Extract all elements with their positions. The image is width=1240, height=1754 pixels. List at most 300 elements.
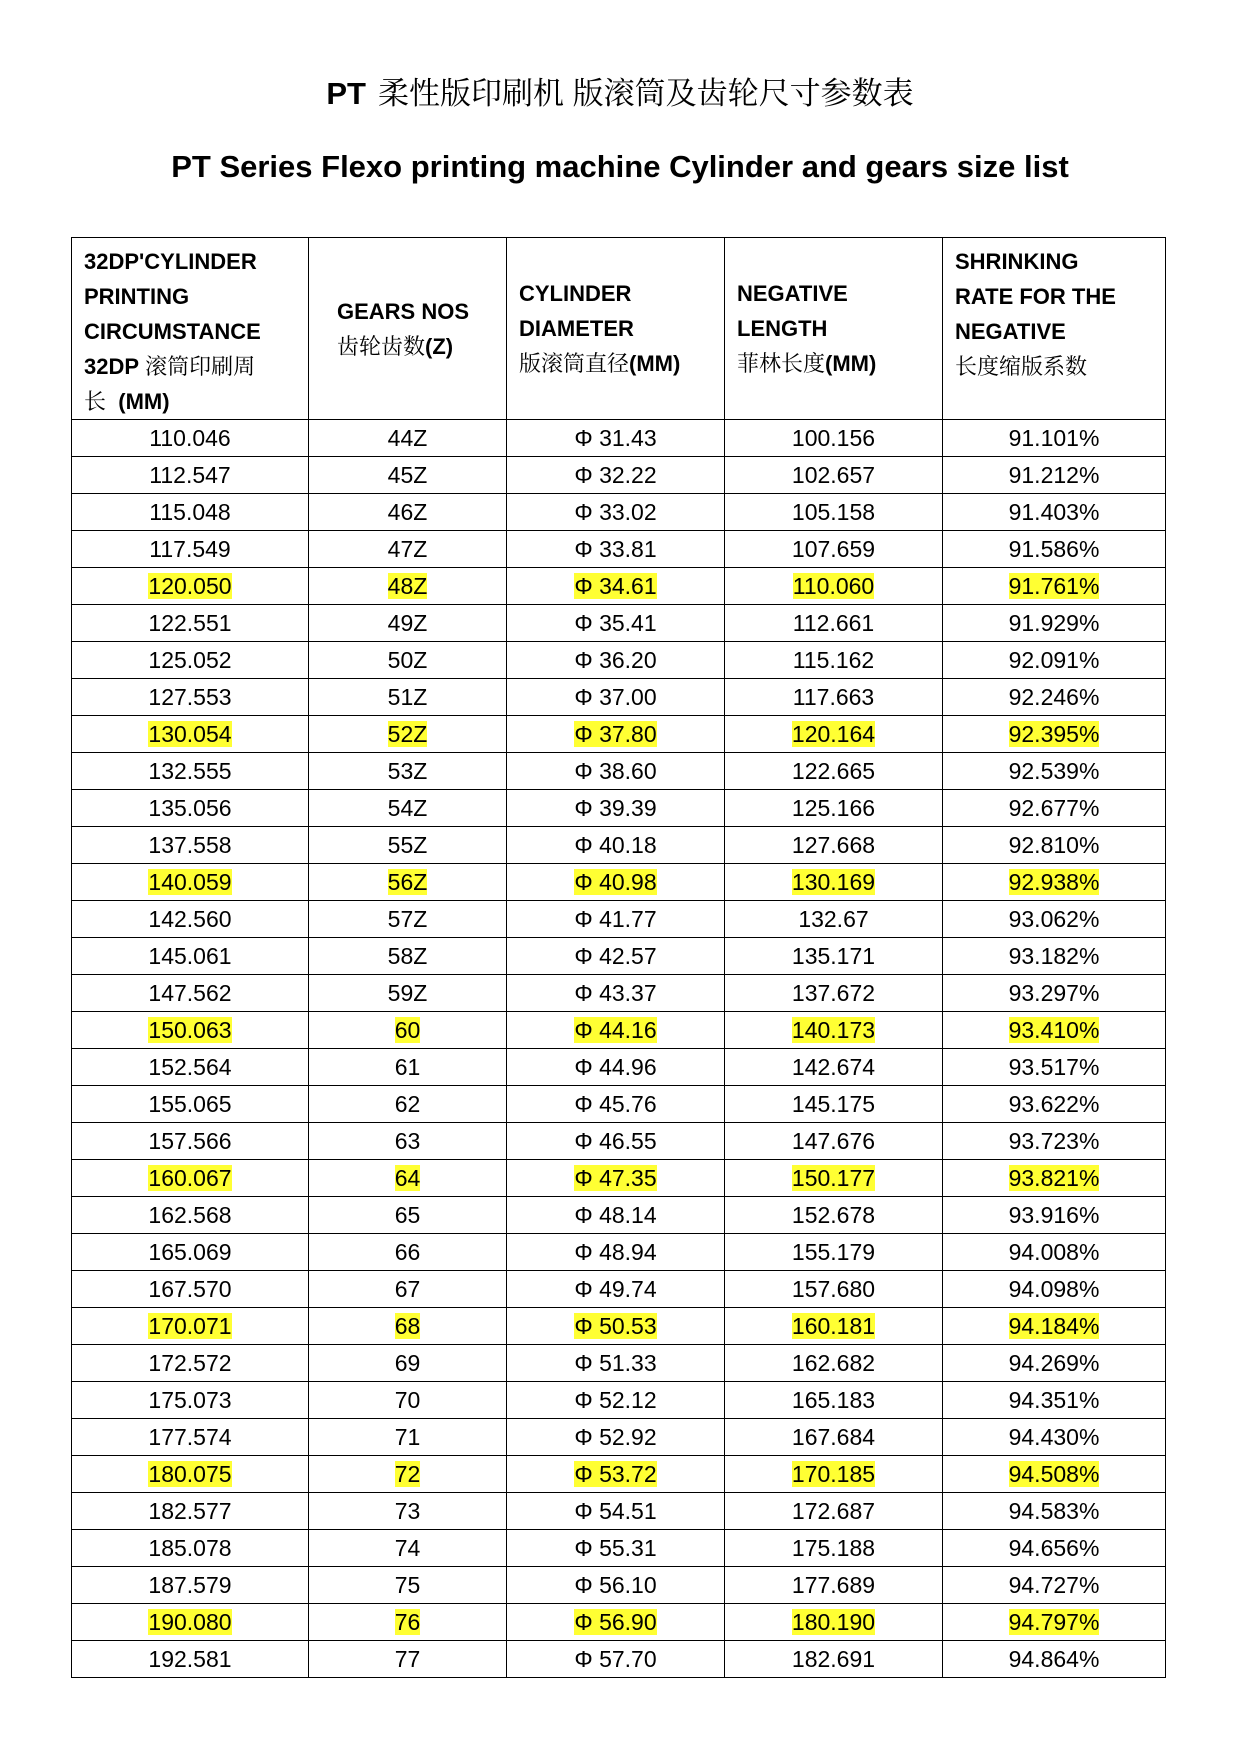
cell-negative-length [725,1493,943,1530]
cell-shrinking-rate [943,901,1166,938]
cell-diameter-text: Φ 52.92 [574,1424,657,1450]
cell-diameter [507,679,725,716]
cell-negative-length [725,1197,943,1234]
cell-negative-length-text: 127.668 [791,832,876,858]
header-negative-en-2: LENGTH [737,316,828,341]
cell-shrinking-rate-text: 93.916% [1008,1202,1100,1228]
cell-gears-text: 67 [394,1276,421,1302]
cell-circumference-text: 125.052 [148,647,232,673]
cell-shrinking-rate-text: 92.539% [1008,758,1100,784]
cell-shrinking-rate-text: 94.269% [1008,1350,1100,1376]
cell-negative-length-text: 157.680 [791,1276,876,1302]
cell-negative-length [725,1641,943,1678]
cell-diameter-text: Φ 40.18 [574,832,657,858]
cell-circumference-text: 147.562 [148,980,232,1006]
table-row [72,1641,1166,1678]
header-shrink-en-2: RATE FOR THE [955,284,1116,309]
header-shrink-en-1: SHRINKING [955,249,1079,274]
cell-shrinking-rate [943,1641,1166,1678]
cell-shrinking-rate [943,1419,1166,1456]
cell-shrinking-rate-text: 92.938% [1008,869,1100,895]
cell-circumference-text: 122.551 [148,610,232,636]
cell-diameter-text: Φ 47.35 [574,1165,657,1191]
cell-negative-length [725,753,943,790]
cell-negative-length-text: 107.659 [791,536,876,562]
cell-diameter-text: Φ 35.41 [574,610,657,636]
cell-circumference-text: 175.073 [148,1387,232,1413]
cell-shrinking-rate [943,1012,1166,1049]
cell-gears-text: 54Z [387,795,428,821]
cell-circumference-text: 160.067 [148,1165,232,1191]
cell-negative-length [725,457,943,494]
table-row [72,494,1166,531]
table-row [72,938,1166,975]
cell-negative-length-text: 165.183 [791,1387,876,1413]
cell-negative-length [725,568,943,605]
cell-shrinking-rate-text: 93.821% [1008,1165,1100,1191]
cell-circumference-text: 117.549 [149,536,231,562]
cell-gears [309,1493,507,1530]
table-row [72,1271,1166,1308]
cell-negative-length-text: 150.177 [791,1165,876,1191]
cell-diameter [507,1123,725,1160]
cell-diameter [507,1419,725,1456]
cell-shrinking-rate [943,1160,1166,1197]
cell-diameter [507,642,725,679]
cell-shrinking-rate [943,1382,1166,1419]
cell-shrinking-rate [943,1049,1166,1086]
cell-shrinking-rate [943,1271,1166,1308]
table-row [72,1049,1166,1086]
cell-shrinking-rate-text: 91.761% [1008,573,1100,599]
cell-negative-length [725,605,943,642]
cell-negative-length-text: 115.162 [792,647,875,673]
cell-circumference-text: 172.572 [148,1350,232,1376]
cell-diameter [507,531,725,568]
cell-shrinking-rate-text: 94.184% [1008,1313,1100,1339]
cell-circumference-text: 120.050 [148,573,232,599]
cell-circumference [72,1197,309,1234]
cell-negative-length [725,716,943,753]
cell-shrinking-rate-text: 94.727% [1008,1572,1100,1598]
cell-circumference [72,1271,309,1308]
cell-diameter-text: Φ 49.74 [574,1276,657,1302]
header-circumference-dp: 32DP [84,354,140,379]
cell-negative-length-text: 167.684 [791,1424,876,1450]
cell-negative-length [725,531,943,568]
table-row [72,457,1166,494]
cell-negative-length [725,1086,943,1123]
cell-diameter [507,1345,725,1382]
cell-circumference [72,1160,309,1197]
cell-shrinking-rate [943,642,1166,679]
cell-negative-length-text: 182.691 [791,1646,876,1672]
cell-negative-length [725,1604,943,1641]
title-cn-text: 柔性版印刷机 版滚筒及齿轮尺寸参数表 [378,76,914,111]
cell-circumference [72,1419,309,1456]
cell-negative-length-text: 102.657 [791,462,876,488]
cell-gears [309,1530,507,1567]
cell-gears-text: 53Z [387,758,428,784]
cell-gears-text: 48Z [387,573,428,599]
table-row [72,1086,1166,1123]
cell-negative-length-text: 110.060 [792,573,875,599]
cell-negative-length [725,827,943,864]
cell-circumference [72,1530,309,1567]
cell-circumference-text: 185.078 [148,1535,232,1561]
cell-circumference-text: 132.555 [148,758,232,784]
cell-circumference-text: 165.069 [148,1239,232,1265]
cell-gears [309,1123,507,1160]
cell-diameter [507,1530,725,1567]
header-negative-cn: 菲林长度 [737,351,826,376]
cell-gears [309,790,507,827]
cell-gears-text: 72 [394,1461,421,1487]
cell-gears [309,1197,507,1234]
cell-shrinking-rate-text: 92.810% [1008,832,1100,858]
cell-negative-length-text: 100.156 [791,425,876,451]
cell-gears-text: 71 [394,1424,421,1450]
cell-circumference [72,716,309,753]
cell-gears-text: 52Z [387,721,428,747]
cell-shrinking-rate-text: 93.517% [1008,1054,1100,1080]
header-gears-unit: (Z) [425,333,454,359]
cell-diameter-text: Φ 48.14 [574,1202,657,1228]
cell-circumference [72,1123,309,1160]
cell-shrinking-rate [943,1567,1166,1604]
cell-circumference [72,1086,309,1123]
cell-gears [309,1456,507,1493]
cell-diameter-text: Φ 56.90 [574,1609,657,1635]
cell-circumference-text: 190.080 [148,1609,232,1635]
cell-negative-length [725,1567,943,1604]
cell-diameter [507,1012,725,1049]
cell-gears [309,531,507,568]
cell-circumference-text: 150.063 [148,1017,232,1043]
cell-shrinking-rate-text: 94.864% [1008,1646,1100,1672]
cell-shrinking-rate-text: 94.508% [1008,1461,1100,1487]
table-row [72,1530,1166,1567]
cell-circumference-text: 187.579 [148,1572,232,1598]
table-row [72,1160,1166,1197]
cell-circumference [72,1382,309,1419]
cell-diameter-text: Φ 45.76 [574,1091,657,1117]
cell-negative-length [725,790,943,827]
table-row [72,1234,1166,1271]
cell-gears-text: 77 [394,1646,421,1672]
cell-circumference-text: 192.581 [148,1646,232,1672]
cell-gears-text: 59Z [387,980,428,1006]
cell-gears-text: 74 [394,1535,421,1561]
cell-negative-length [725,901,943,938]
cell-diameter-text: Φ 39.39 [574,795,657,821]
cell-shrinking-rate [943,420,1166,457]
cell-circumference [72,1234,309,1271]
cell-circumference [72,938,309,975]
cell-gears-text: 62 [394,1091,421,1117]
table-row [72,827,1166,864]
cell-diameter-text: Φ 51.33 [574,1350,657,1376]
cell-diameter [507,494,725,531]
cell-diameter [507,938,725,975]
cell-gears [309,1382,507,1419]
cell-shrinking-rate [943,1345,1166,1382]
cell-diameter-text: Φ 31.43 [574,425,657,451]
cell-diameter [507,901,725,938]
cell-gears-text: 61 [394,1054,421,1080]
cell-gears-text: 50Z [387,647,428,673]
cell-gears [309,1641,507,1678]
cell-shrinking-rate-text: 91.929% [1008,610,1100,636]
cell-gears [309,1567,507,1604]
cell-gears [309,1308,507,1345]
cell-diameter [507,1382,725,1419]
table-row [72,1197,1166,1234]
cell-circumference-text: 182.577 [148,1498,232,1524]
cell-diameter-text: Φ 44.16 [574,1017,657,1043]
header-diameter-en-2: DIAMETER [519,316,634,341]
cell-shrinking-rate-text: 94.098% [1008,1276,1100,1302]
table-row [72,1345,1166,1382]
cell-shrinking-rate-text: 93.410% [1008,1017,1100,1043]
cell-diameter [507,1604,725,1641]
cell-shrinking-rate [943,938,1166,975]
cell-diameter-text: Φ 48.94 [574,1239,657,1265]
cell-shrinking-rate [943,1530,1166,1567]
cell-diameter-text: Φ 40.98 [574,869,657,895]
header-shrink-en-3: NEGATIVE [955,319,1066,344]
cell-diameter [507,975,725,1012]
header-circumference-cn: 滚筒印刷周 [145,354,256,379]
cell-gears-text: 60 [394,1017,421,1043]
cell-diameter-text: Φ 54.51 [574,1498,657,1524]
table-row [72,531,1166,568]
cell-shrinking-rate-text: 94.351% [1008,1387,1100,1413]
table-row [72,679,1166,716]
page-title-english: PT Series Flexo printing machine Cylinder and gears size list [171,149,1069,184]
cell-negative-length-text: 170.185 [791,1461,876,1487]
cell-circumference-text: 155.065 [148,1091,232,1117]
cell-gears [309,1234,507,1271]
table-row [72,568,1166,605]
cell-gears [309,679,507,716]
cell-negative-length [725,1012,943,1049]
cell-shrinking-rate-text: 92.677% [1008,795,1100,821]
cell-shrinking-rate [943,975,1166,1012]
cell-shrinking-rate-text: 94.797% [1008,1609,1100,1635]
table-row [72,642,1166,679]
cell-shrinking-rate-text: 91.212% [1008,462,1100,488]
cell-gears [309,1086,507,1123]
cell-diameter-text: Φ 55.31 [574,1535,657,1561]
cell-circumference-text: 157.566 [148,1128,232,1154]
cell-gears [309,827,507,864]
cell-gears [309,642,507,679]
cell-circumference [72,975,309,1012]
cell-shrinking-rate [943,1604,1166,1641]
header-negative-unit: (MM) [825,351,877,376]
cell-circumference-text: 115.048 [149,499,231,525]
cell-diameter-text: Φ 38.60 [574,758,657,784]
cell-gears [309,1049,507,1086]
cell-circumference-text: 167.570 [148,1276,232,1302]
cell-shrinking-rate [943,568,1166,605]
cell-diameter-text: Φ 56.10 [574,1572,657,1598]
table-row [72,1604,1166,1641]
cell-shrinking-rate-text: 94.430% [1008,1424,1100,1450]
cell-negative-length-text: 145.175 [791,1091,876,1117]
cell-gears [309,901,507,938]
cell-diameter [507,1567,725,1604]
cell-negative-length [725,1271,943,1308]
cell-diameter [507,1308,725,1345]
cell-gears [309,1160,507,1197]
cell-negative-length-text: 155.179 [791,1239,876,1265]
cell-gears [309,568,507,605]
cell-negative-length-text: 147.676 [791,1128,876,1154]
cell-negative-length [725,1530,943,1567]
cell-gears [309,1419,507,1456]
cell-shrinking-rate-text: 93.297% [1008,980,1100,1006]
cell-diameter-text: Φ 50.53 [574,1313,657,1339]
cell-circumference [72,753,309,790]
cell-negative-length [725,1308,943,1345]
table-row [72,1012,1166,1049]
cell-shrinking-rate-text: 92.246% [1008,684,1100,710]
cell-shrinking-rate [943,1123,1166,1160]
cell-circumference-text: 152.564 [148,1054,232,1080]
header-shrinking-rate [943,238,1166,420]
cell-circumference-text: 162.568 [148,1202,232,1228]
cell-circumference [72,605,309,642]
cell-shrinking-rate [943,864,1166,901]
cell-negative-length-text: 122.665 [791,758,876,784]
cell-gears [309,975,507,1012]
cell-shrinking-rate [943,1493,1166,1530]
cell-diameter [507,1160,725,1197]
cell-negative-length [725,1123,943,1160]
header-gears-en: GEARS NOS [337,298,470,324]
cell-diameter-text: Φ 37.80 [574,721,657,747]
cell-shrinking-rate [943,753,1166,790]
cell-diameter [507,1271,725,1308]
cell-gears-text: 45Z [387,462,428,488]
header-gears [309,238,507,420]
cell-circumference-text: 170.071 [148,1313,232,1339]
cell-gears [309,1604,507,1641]
cell-negative-length-text: 160.181 [791,1313,876,1339]
cell-circumference-text: 145.061 [148,943,232,969]
cell-shrinking-rate-text: 94.008% [1008,1239,1100,1265]
cell-diameter [507,1641,725,1678]
cell-gears [309,457,507,494]
cell-gears [309,1012,507,1049]
cell-negative-length [725,420,943,457]
cell-gears-text: 55Z [387,832,428,858]
cell-negative-length-text: 130.169 [791,869,876,895]
cell-circumference-text: 110.046 [149,425,231,451]
cell-diameter [507,1456,725,1493]
cell-diameter [507,457,725,494]
cell-gears-text: 56Z [387,869,428,895]
cell-negative-length-text: 125.166 [791,795,876,821]
cell-shrinking-rate [943,790,1166,827]
cell-circumference [72,1012,309,1049]
cell-diameter-text: Φ 33.81 [574,536,657,562]
cell-circumference [72,901,309,938]
cell-gears-text: 58Z [387,943,428,969]
cell-diameter-text: Φ 41.77 [574,906,657,932]
cell-diameter-text: Φ 34.61 [574,573,657,599]
cell-gears [309,753,507,790]
header-shrink-cn: 长度缩版系数 [955,354,1088,379]
cell-diameter-text: Φ 46.55 [574,1128,657,1154]
cell-shrinking-rate [943,679,1166,716]
cell-diameter [507,1493,725,1530]
cell-diameter-text: Φ 53.72 [574,1461,657,1487]
cell-shrinking-rate-text: 92.395% [1008,721,1100,747]
cell-circumference [72,1308,309,1345]
table-row [72,1456,1166,1493]
header-circumference [72,238,309,420]
header-diameter [507,238,725,420]
cell-circumference-text: 130.054 [148,721,232,747]
cell-shrinking-rate [943,1308,1166,1345]
cell-negative-length [725,494,943,531]
page-title-chinese [0,72,1240,116]
cell-diameter [507,790,725,827]
cell-negative-length-text: 180.190 [791,1609,876,1635]
cell-circumference [72,1456,309,1493]
cell-shrinking-rate-text: 93.062% [1008,906,1100,932]
cell-gears-text: 57Z [387,906,428,932]
cell-circumference [72,1604,309,1641]
table-row [72,1419,1166,1456]
cell-gears-text: 70 [394,1387,421,1413]
cell-circumference-text: 112.547 [149,462,231,488]
cell-circumference-text: 137.558 [148,832,232,858]
cell-negative-length [725,679,943,716]
table-row [72,1567,1166,1604]
table-row [72,790,1166,827]
cell-negative-length [725,642,943,679]
cell-diameter [507,568,725,605]
cell-negative-length [725,975,943,1012]
cell-gears-text: 63 [394,1128,421,1154]
cell-diameter-text: Φ 43.37 [574,980,657,1006]
cell-circumference-text: 177.574 [148,1424,232,1450]
cell-negative-length [725,1345,943,1382]
cell-shrinking-rate [943,716,1166,753]
header-diameter-unit: (MM) [629,351,681,376]
cell-shrinking-rate [943,531,1166,568]
cell-circumference-text: 135.056 [148,795,232,821]
header-circumference-en-1: 32DP'CYLINDER [84,249,257,274]
cell-shrinking-rate-text: 93.622% [1008,1091,1100,1117]
cell-shrinking-rate [943,1234,1166,1271]
cell-gears-text: 51Z [387,684,428,710]
cell-shrinking-rate [943,457,1166,494]
cell-negative-length [725,938,943,975]
cell-shrinking-rate [943,494,1166,531]
cell-gears-text: 69 [394,1350,421,1376]
cell-negative-length [725,1456,943,1493]
cell-gears-text: 44Z [387,425,428,451]
cell-diameter [507,753,725,790]
cell-gears [309,716,507,753]
cell-negative-length-text: 132.67 [798,906,869,932]
cell-gears [309,605,507,642]
